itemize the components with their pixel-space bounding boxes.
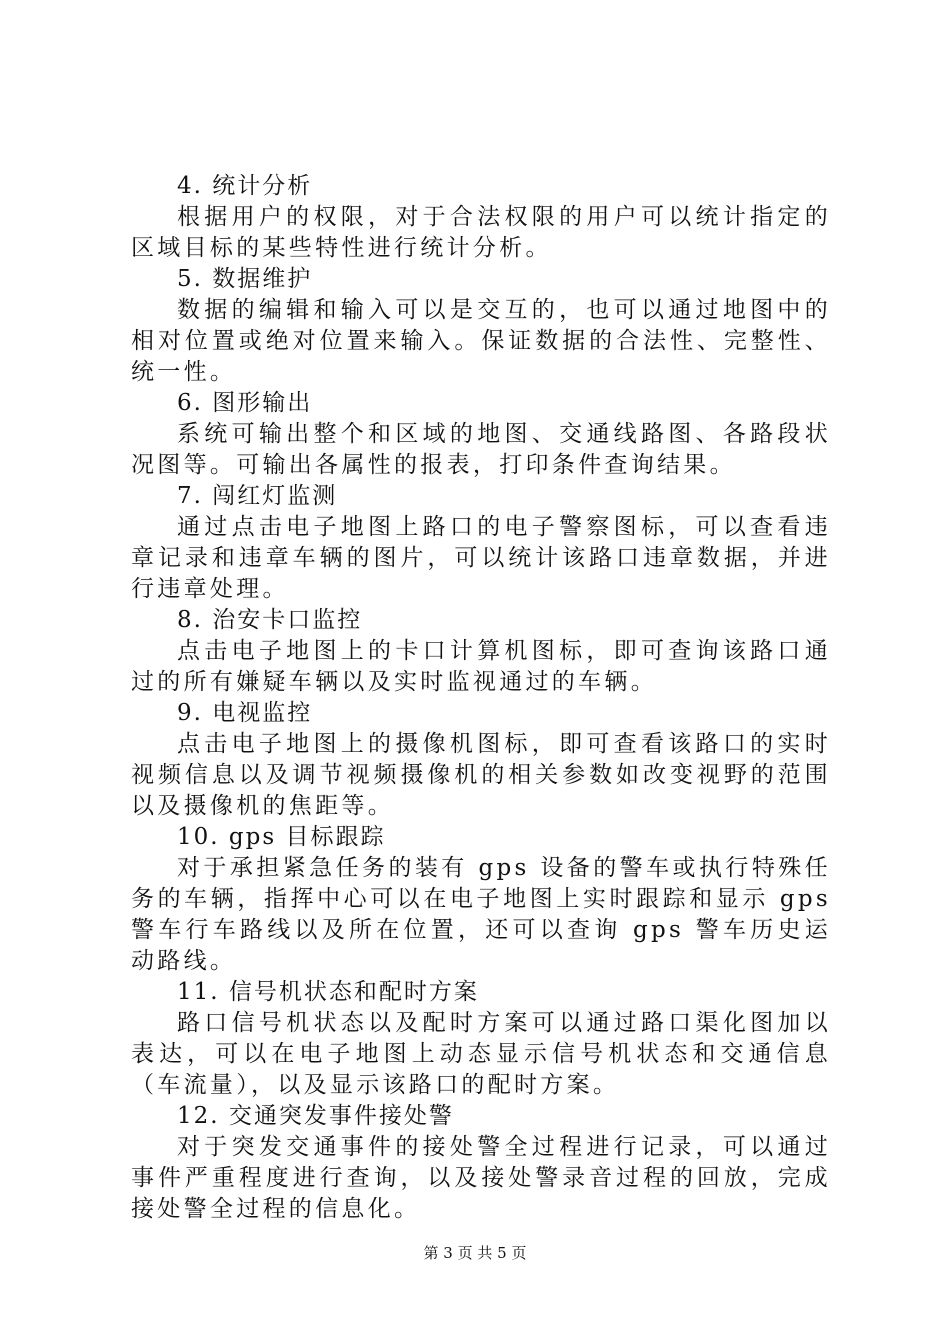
section-heading: 11. 信号机状态和配时方案 — [177, 979, 479, 1005]
section-heading: 5. 数据维护 — [177, 266, 313, 292]
section-paragraph: 通过点击电子地图上路口的电子警察图标，可以查看违章记录和违章车辆的图片，可以统计该路口违章数据，并进行违章处理。 — [131, 514, 831, 602]
section-paragraph: 对于承担紧急任务的装有 gps 设备的警车或执行特殊任务的车辆，指挥中心可以在电子地图上实时跟踪和显示 gps 警车行车路线以及所在位置，还可以查询 gps 警车历史运动路线。 — [131, 855, 831, 974]
section-heading: 4. 统计分析 — [177, 173, 313, 199]
section-heading: 8. 治安卡口监控 — [177, 607, 363, 633]
section-paragraph: 路口信号机状态以及配时方案可以通过路口渠化图加以表达，可以在电子地图上动态显示信号机状态和交通信息（车流量），以及显示该路口的配时方案。 — [131, 1010, 831, 1098]
section-checkpoint-monitoring — [131, 605, 831, 698]
section-heading: 6. 图形输出 — [177, 390, 313, 416]
section-paragraph: 根据用户的权限，对于合法权限的用户可以统计指定的区域目标的某些特性进行统计分析。 — [131, 204, 831, 261]
document-body — [131, 171, 831, 1225]
section-statistics — [131, 171, 831, 264]
section-paragraph: 点击电子地图上的摄像机图标，即可查看该路口的实时视频信息以及调节视频摄像机的相关参数如改变视野的范围以及摄像机的焦距等。 — [131, 731, 831, 819]
section-incident-response — [131, 1101, 831, 1225]
section-paragraph: 对于突发交通事件的接处警全过程进行记录，可以通过事件严重程度进行查询，以及接处警录音过程的回放，完成接处警全过程的信息化。 — [131, 1134, 831, 1222]
section-paragraph: 系统可输出整个和区域的地图、交通线路图、各路段状况图等。可输出各属性的报表，打印条件查询结果。 — [131, 421, 831, 478]
section-data-maintenance — [131, 264, 831, 388]
section-paragraph: 点击电子地图上的卡口计算机图标，即可查询该路口通过的所有嫌疑车辆以及实时监视通过的车辆。 — [131, 638, 831, 695]
section-signal-timing — [131, 977, 831, 1101]
section-paragraph: 数据的编辑和输入可以是交互的，也可以通过地图中的相对位置或绝对位置来输入。保证数据的合法性、完整性、统一性。 — [131, 297, 831, 385]
section-gps-tracking — [131, 822, 831, 977]
section-heading: 12. 交通突发事件接处警 — [177, 1103, 454, 1129]
page-number-footer: 第 3 页 共 5 页 — [423, 1244, 527, 1262]
section-red-light-monitoring — [131, 481, 831, 605]
section-heading: 9. 电视监控 — [177, 700, 313, 726]
section-heading: 10. gps 目标跟踪 — [177, 824, 386, 850]
section-graphic-output — [131, 388, 831, 481]
section-heading: 7. 闯红灯监测 — [177, 483, 338, 509]
section-tv-monitoring — [131, 698, 831, 822]
